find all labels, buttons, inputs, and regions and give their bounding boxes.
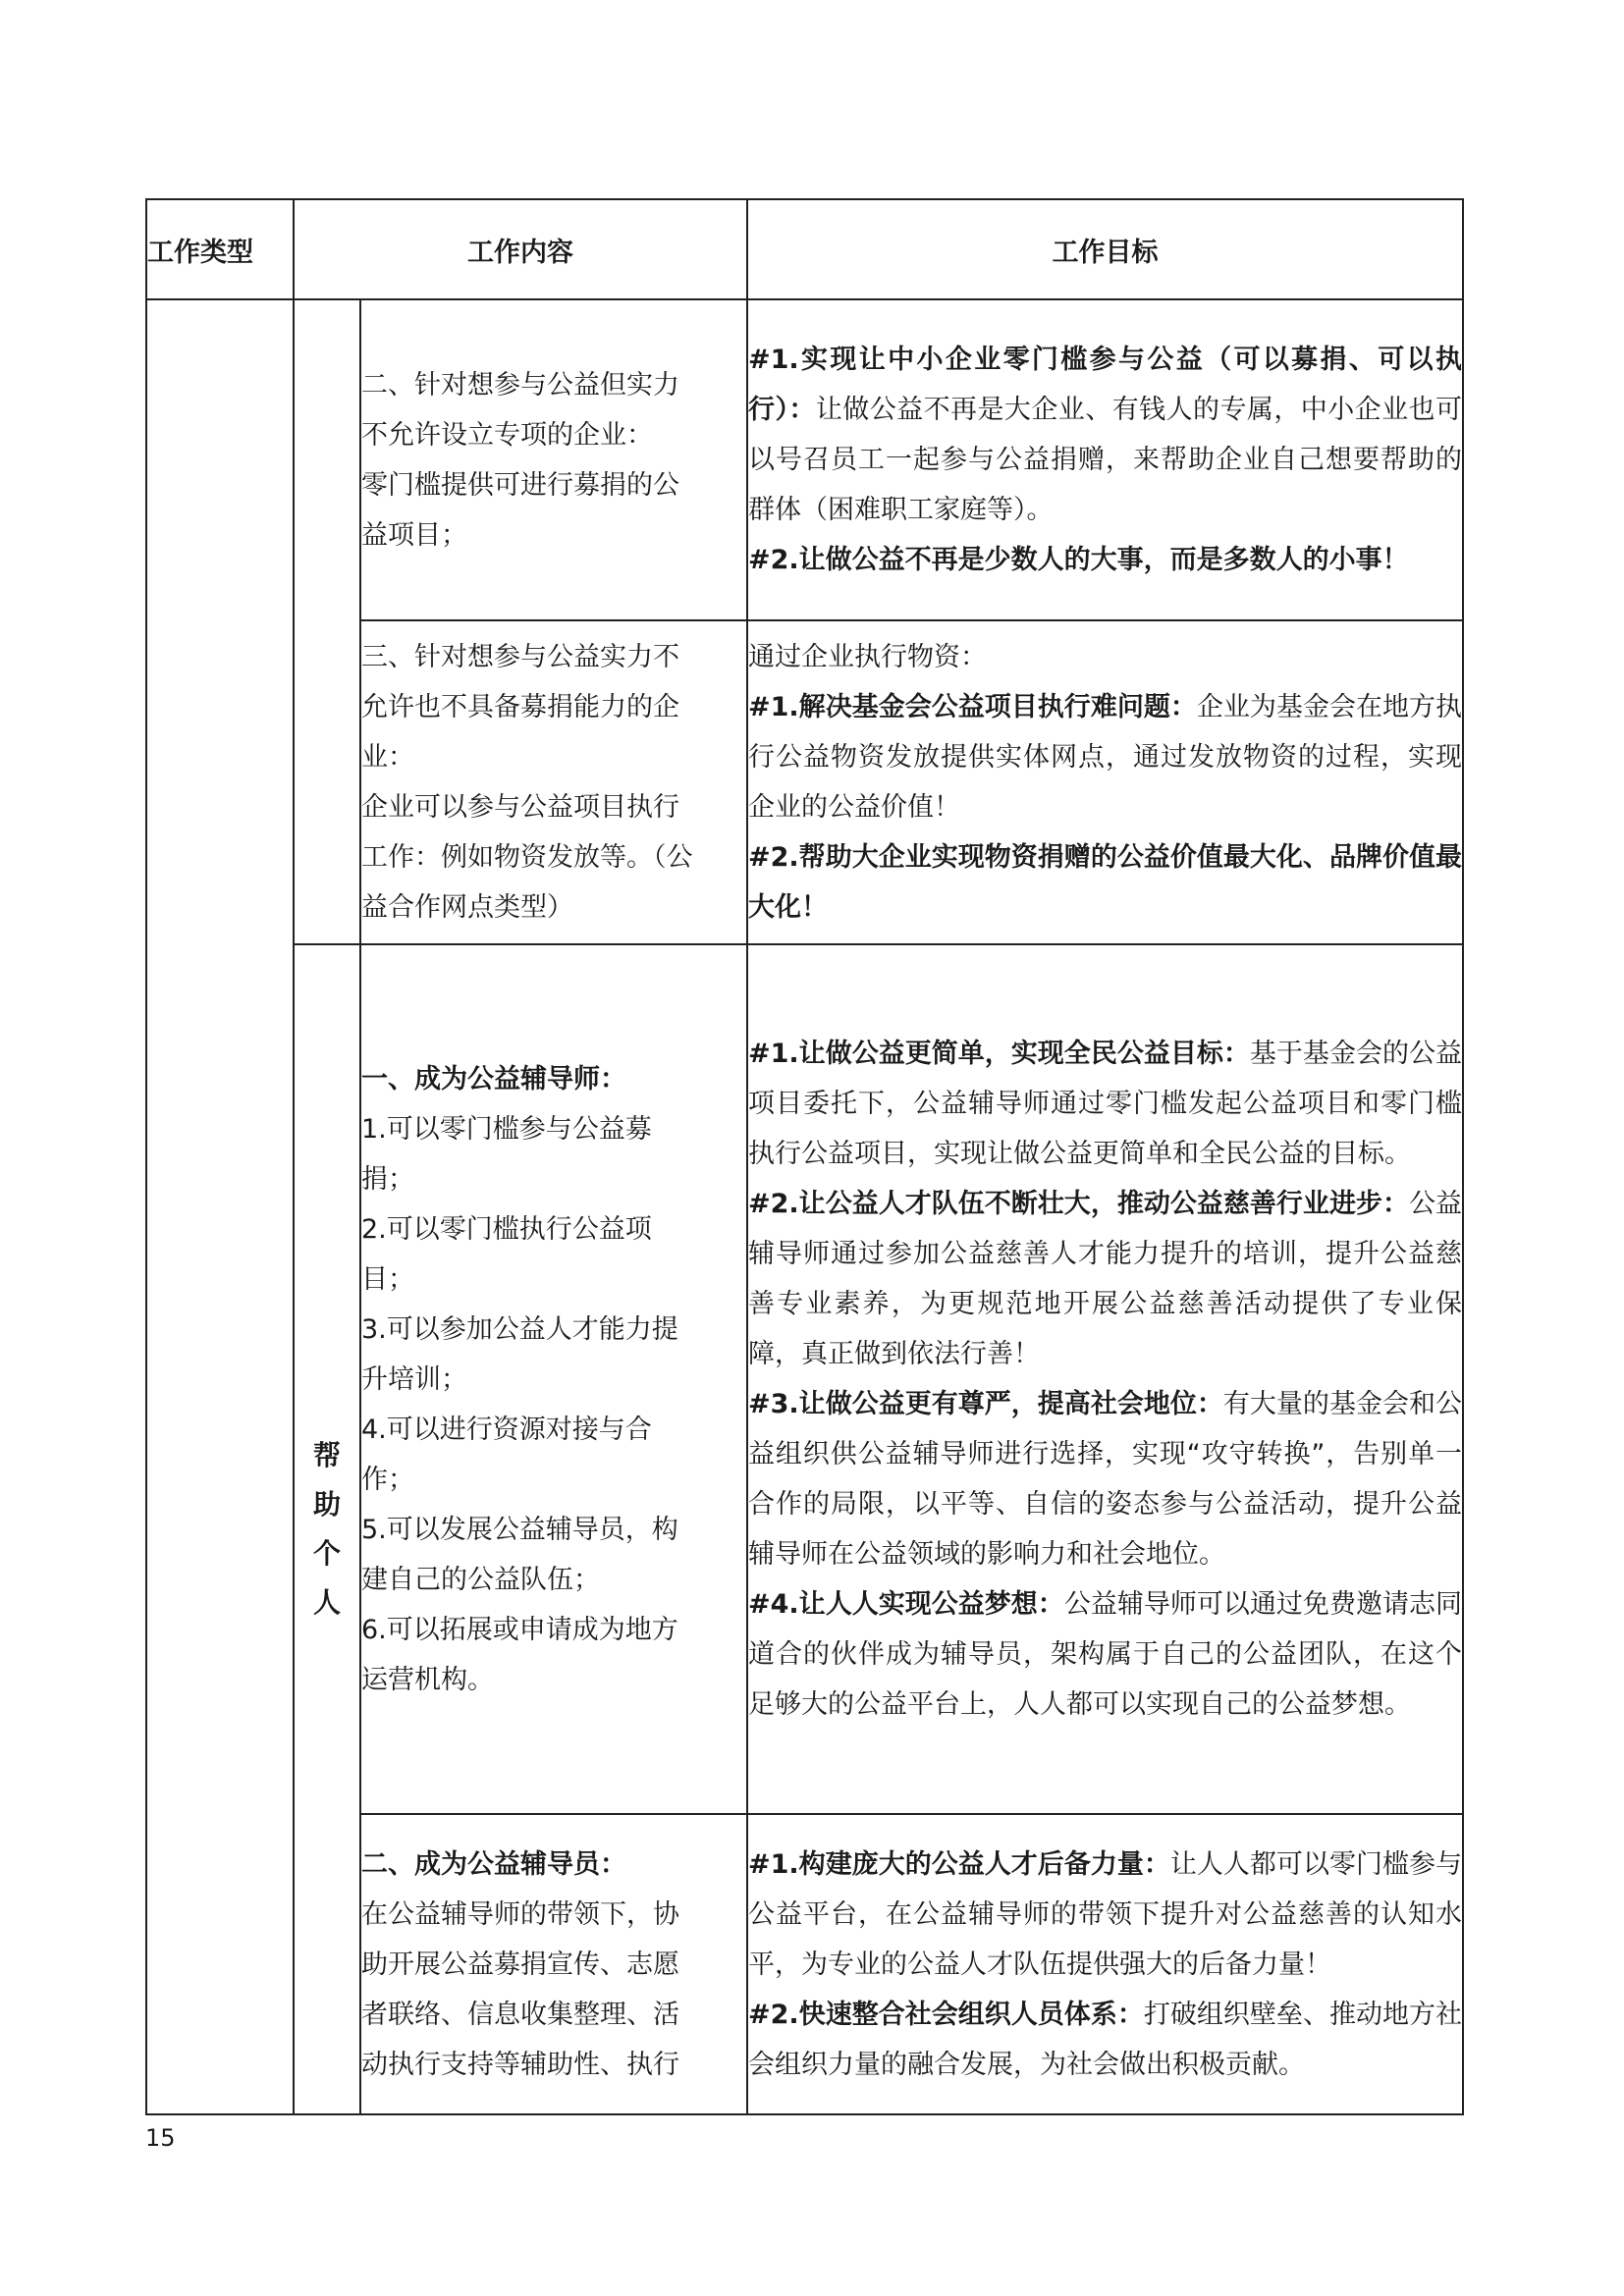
table-row xyxy=(146,944,1463,1814)
content-line: 允许也不具备募捐能力的企 xyxy=(361,692,679,722)
goal-heading: #1.让做公益更简单，实现全民公益目标： xyxy=(748,1039,1250,1069)
goal-cell xyxy=(747,944,1463,1814)
goal-paragraph xyxy=(748,1990,1462,2090)
header-type: 工作类型 xyxy=(146,199,294,299)
goal-text: 公益辅导师通过参加公益慈善人才能力提升的培训，提升公益慈善专业素养，为更规范地开展公益慈善活动提供了专业保障，真正做到依法行善！ xyxy=(748,1189,1462,1369)
content-line: 3.可以参加公益人才能力提 xyxy=(361,1313,678,1345)
subcategory-cell xyxy=(294,299,360,944)
category-char: 个 xyxy=(312,1537,341,1570)
goal-heading: #2.快速整合社会组织人员体系： xyxy=(748,1999,1144,2030)
content-line: 动执行支持等辅助性、执行 xyxy=(361,2049,679,2080)
goal-heading: #1.实现让中小企业零门槛参与公益（可以募捐、可以执行）： xyxy=(748,345,1462,425)
content-line: 企业可以参与公益项目执行 xyxy=(361,792,679,823)
content-line: 工作：例如物资发放等。（公 xyxy=(361,842,693,873)
content-line: 二、针对想参与公益但实力 xyxy=(361,369,679,400)
goal-text: 有大量的基金会和公益组织供公益辅导师进行选择，实现“攻守转换”，告别单一合作的局限，以平等、自信的姿态参与公益活动，提升公益辅导师在公益领域的影响力和社会地位。 xyxy=(748,1389,1462,1570)
goal-paragraph xyxy=(748,682,1462,832)
category-char: 助 xyxy=(312,1488,341,1521)
goal-heading: #2.让做公益不再是少数人的大事，而是多数人的小事！ xyxy=(748,545,1409,575)
goal-cell xyxy=(747,620,1463,944)
goal-text: 让人人都可以零门槛参与公益平台，在公益辅导师的带领下提升对公益慈善的认知水平，为专业的公益人才队伍提供强大的后备力量！ xyxy=(748,1848,1463,1980)
content-line: 捐； xyxy=(361,1163,414,1195)
type-cell xyxy=(146,299,294,2114)
content-title: 二、成为公益辅导员： xyxy=(361,1848,626,1880)
content-line: 6.可以拓展或申请成为地方 xyxy=(361,1614,678,1645)
goal-text: 让做公益不再是大企业、有钱人的专属，中小企业也可以号召员工一起参与公益捐赠，来帮助企业自己想要帮助的群体（困难职工家庭等）。 xyxy=(748,395,1463,525)
content-cell xyxy=(360,944,747,1814)
goal-cell xyxy=(747,299,1463,620)
content-line: 零门槛提供可进行募捐的公 xyxy=(361,469,679,501)
content-line: 1.可以零门槛参与公益募 xyxy=(361,1113,652,1145)
content-line: 益项目； xyxy=(361,519,467,551)
content-line: 升培训； xyxy=(361,1363,467,1395)
content-line: 目； xyxy=(361,1263,414,1295)
goal-heading: #2.帮助大企业实现物资捐赠的公益价值最大化、品牌价值最大化！ xyxy=(748,842,1462,923)
content-line: 5.可以发展公益辅导员，构 xyxy=(361,1514,678,1545)
goal-heading: #2.让公益人才队伍不断壮大，推动公益慈善行业进步： xyxy=(748,1189,1409,1219)
content-line: 在公益辅导师的带领下，协 xyxy=(361,1898,679,1930)
goal-text: 打破组织壁垒、推动地方社会组织力量的融合发展，为社会做出积极贡献。 xyxy=(748,1999,1463,2080)
goal-text: 企业为基金会在地方执行公益物资发放提供实体网点，通过发放物资的过程，实现企业的公益价值！ xyxy=(748,692,1463,823)
goal-paragraph xyxy=(748,832,1462,933)
content-line: 三、针对想参与公益实力不 xyxy=(361,642,679,672)
content-line: 运营机构。 xyxy=(361,1664,494,1695)
page-number: 15 xyxy=(145,2124,176,2152)
goal-paragraph xyxy=(748,1029,1462,1179)
content-line: 业： xyxy=(361,742,414,773)
category-help-individual xyxy=(294,944,360,2114)
content-cell xyxy=(360,1814,747,2114)
content-line: 助开展公益募捐宣传、志愿 xyxy=(361,1949,679,1980)
content-line: 者联络、信息收集整理、活 xyxy=(361,1999,679,2030)
table-row xyxy=(146,299,1463,620)
content-cell xyxy=(360,620,747,944)
header-content: 工作内容 xyxy=(294,199,747,299)
content-line: 2.可以零门槛执行公益项 xyxy=(361,1213,652,1245)
header-row xyxy=(146,199,1463,299)
content-line: 不允许设立专项的企业： xyxy=(361,419,653,451)
header-goal: 工作目标 xyxy=(747,199,1463,299)
goal-cell xyxy=(747,1814,1463,2114)
goal-text: 公益辅导师可以通过免费邀请志同道合的伙伴成为辅导员，架构属于自己的公益团队，在这个足够大的公益平台上，人人都可以实现自己的公益梦想。 xyxy=(748,1589,1462,1720)
goal-intro: 通过企业执行物资： xyxy=(748,642,987,672)
goal-paragraph xyxy=(748,335,1462,535)
goal-heading: #4.让人人实现公益梦想： xyxy=(748,1589,1064,1620)
content-line: 建自己的公益队伍； xyxy=(361,1564,600,1595)
goal-heading: #1.构建庞大的公益人才后备力量： xyxy=(748,1848,1170,1880)
goal-paragraph xyxy=(748,535,1462,585)
goal-text: 基于基金会的公益项目委托下，公益辅导师通过零门槛发起公益项目和零门槛执行公益项目，实现让做公益更简单和全民公益的目标。 xyxy=(748,1039,1462,1169)
content-line: 4.可以进行资源对接与合 xyxy=(361,1414,652,1445)
content-line: 作； xyxy=(361,1464,414,1495)
goal-heading: #3.让做公益更有尊严，提高社会地位： xyxy=(748,1389,1223,1419)
goal-heading: #1.解决基金会公益项目执行难问题： xyxy=(748,692,1197,722)
goal-paragraph xyxy=(748,1379,1462,1579)
work-table xyxy=(145,198,1464,2115)
goal-paragraph xyxy=(748,1840,1462,1990)
goal-paragraph xyxy=(748,1579,1462,1730)
content-line: 益合作网点类型） xyxy=(361,892,573,923)
category-char: 帮 xyxy=(312,1439,341,1471)
content-title: 一、成为公益辅导师： xyxy=(361,1063,626,1095)
content-cell xyxy=(360,299,747,620)
goal-paragraph xyxy=(748,1179,1462,1379)
category-char: 人 xyxy=(312,1586,341,1619)
